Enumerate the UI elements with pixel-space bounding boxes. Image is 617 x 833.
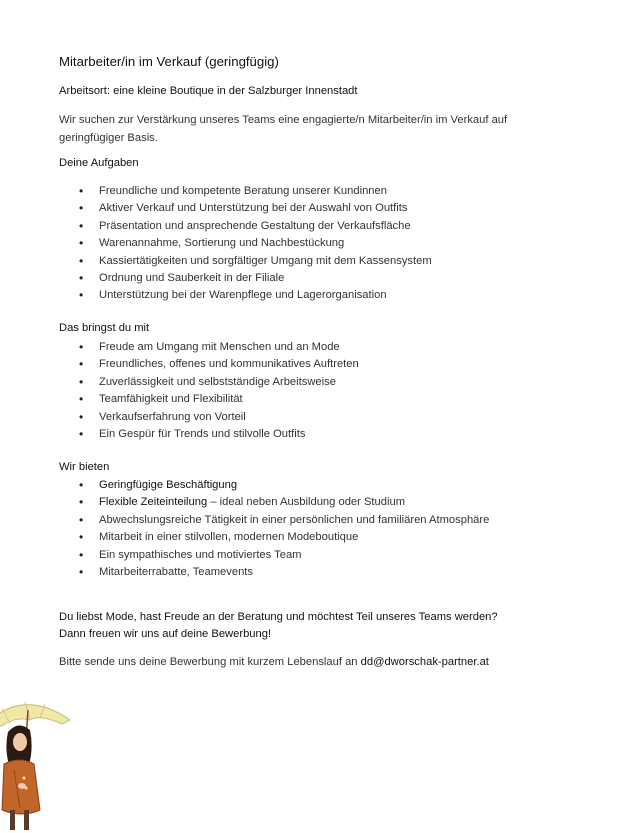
list-item: • Mitarbeit in einer stilvollen, modernen Modeboutique — [79, 529, 489, 546]
closing-question: Du liebst Mode, hast Freude an der Beratung und möchtest Teil unseres Teams werden? — [59, 611, 498, 623]
list-item — [79, 494, 489, 511]
list-item: • Mitarbeiterrabatte, Teamevents — [79, 564, 489, 581]
tasks-list — [79, 183, 432, 305]
list-item: • Freundliches, offenes und kommunikatives Auftreten — [79, 356, 359, 373]
requirements-list — [79, 339, 359, 443]
intro-line: Wir suchen zur Verstärkung unseres Teams eine engagierte/n Mitarbeiter/in im Verkauf auf — [59, 114, 508, 126]
list-item: • Ordnung und Sauberkeit in der Filiale — [79, 270, 432, 287]
offer-strong-text: Geringfügige Beschäftigung — [99, 479, 238, 491]
list-item: • Aktiver Verkauf und Unterstützung bei der Auswahl von Outfits — [79, 200, 432, 217]
list-item: • Kassiertätigkeiten und sorgfältiger Umgang mit dem Kassensystem — [79, 253, 432, 270]
list-item: • Zuverlässigkeit und selbstständige Arbeitsweise — [79, 374, 359, 391]
list-item: • Freude am Umgang mit Menschen und an Mode — [79, 339, 359, 356]
list-item: • Unterstützung bei der Warenpflege und Lagerorganisation — [79, 287, 432, 304]
list-item: • Warenannahme, Sortierung und Nachbestückung — [79, 235, 432, 252]
tasks-heading: Deine Aufgaben — [59, 157, 139, 169]
apply-instruction — [59, 656, 489, 668]
offers-list — [79, 477, 489, 581]
requirements-heading: Das bringst du mit — [59, 322, 150, 334]
offer-strong-text: Flexible Zeiteinteilung — [99, 496, 208, 509]
list-item: • Abwechslungsreiche Tätigkeit in einer persönlichen und familiären Atmosphäre — [79, 512, 489, 529]
apply-text: Bitte sende uns deine Bewerbung mit kurzem Lebenslauf an — [59, 656, 361, 668]
list-item: • Verkaufserfahrung von Vorteil — [79, 409, 359, 426]
page-title: Mitarbeiter/in im Verkauf (geringfügig) — [59, 54, 279, 69]
list-item: • Freundliche und kompetente Beratung unserer Kundinnen — [79, 183, 432, 200]
closing-invitation: Dann freuen wir uns auf deine Bewerbung! — [59, 628, 272, 640]
intro-line: geringfügiger Basis. — [59, 132, 158, 144]
intro-paragraph — [59, 111, 559, 147]
umbrella-icon — [0, 705, 70, 730]
list-item: • Ein Gespür für Trends und stilvolle Outfits — [79, 426, 359, 443]
woman-with-umbrella-illustration — [0, 690, 80, 833]
email-address[interactable]: dd@dworschak-partner.at — [360, 656, 489, 668]
offer-detail-text: – ideal neben Ausbildung oder Studium — [207, 496, 406, 509]
offers-heading: Wir bieten — [59, 461, 110, 473]
list-item: • Teamfähigkeit und Flexibilität — [79, 391, 359, 408]
list-item — [79, 477, 489, 494]
list-item: • Präsentation und ansprechende Gestaltung der Verkaufsfläche — [79, 218, 432, 235]
list-item: • Ein sympathisches und motiviertes Team — [79, 547, 489, 564]
work-location: Arbeitsort: eine kleine Boutique in der Salzburger Innenstadt — [59, 85, 358, 97]
